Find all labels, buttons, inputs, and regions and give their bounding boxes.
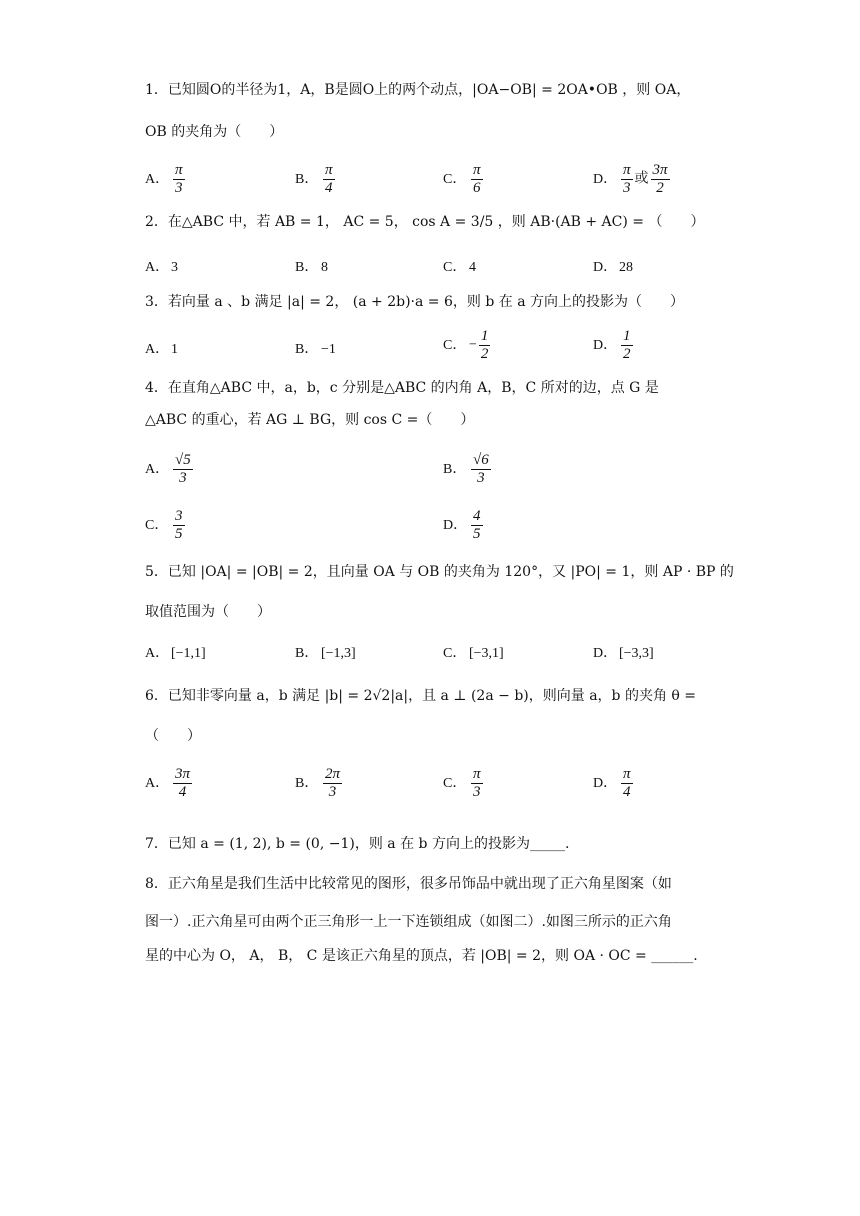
numerator: 2π <box>325 766 341 782</box>
option-label: A． <box>145 461 170 477</box>
denominator: 3 <box>328 784 337 800</box>
question-4-line-1: 4．在直角△ABC 中，a，b，c 分别是△ABC 的内角 A，B，C 所对的边，点 G 是 <box>145 380 659 396</box>
question-6-line-1: 6．已知非零向量 a，b 满足 |b| = 2√2|a|，且 a ⊥ (2a − b)，则向量 a，b 的夹角 θ = <box>145 688 697 704</box>
fraction <box>651 162 670 197</box>
q4-option-a[interactable] <box>145 452 195 487</box>
numerator: π <box>473 766 481 782</box>
numerator: π <box>325 162 333 178</box>
option-label: C． <box>443 646 467 661</box>
denominator: 2 <box>480 346 489 362</box>
option-text: [−3,1] <box>469 646 504 661</box>
option-label: A． <box>145 171 170 187</box>
question-6-line-2: （ ） <box>145 728 201 744</box>
q2-option-c[interactable] <box>443 256 476 276</box>
denominator: 3 <box>477 470 485 486</box>
option-label: D． <box>443 517 468 533</box>
denominator: 6 <box>473 180 481 196</box>
question-5-line-1: 5．已知 |OA| = |OB| = 2，且向量 OA 与 OB 的夹角为 120°，又 |PO| = 1，则 AP · BP 的 <box>145 564 734 580</box>
fraction <box>471 162 483 197</box>
denominator: 2 <box>623 346 631 362</box>
q3-option-b[interactable] <box>295 338 336 358</box>
option-text: −1 <box>321 342 336 357</box>
q1-option-a[interactable] <box>145 162 187 197</box>
question-2-line-1: 2．在△ABC 中，若 AB = 1， AC = 5， cos A = 3/5 ，则 AB·(AB + AC) = （ ） <box>145 214 705 230</box>
option-text: 4 <box>469 260 476 275</box>
numerator: π <box>175 162 183 178</box>
numerator: 1 <box>480 328 489 344</box>
q2-option-b[interactable] <box>295 256 328 276</box>
denominator: 4 <box>178 784 187 800</box>
fraction <box>621 328 633 363</box>
question-8-line-2: 图一）.正六角星可由两个正三角形一上一下连锁组成（如图二）.如图三所示的正六角 <box>145 914 672 930</box>
numerator: √5 <box>175 452 191 468</box>
option-label: D． <box>593 646 618 661</box>
option-label: D． <box>593 260 618 275</box>
q3-option-a[interactable] <box>145 338 178 358</box>
numerator: 3π <box>175 766 191 782</box>
denominator: 4 <box>623 784 631 800</box>
question-7-line-1: 7．已知 a = (1, 2), b = (0, −1)，则 a 在 b 方向上的投影为_____. <box>145 836 570 852</box>
numerator: √6 <box>473 452 489 468</box>
q3-option-c[interactable] <box>443 328 492 363</box>
q6-option-d[interactable] <box>593 766 635 801</box>
question-5-line-2: 取值范围为（ ） <box>145 604 271 620</box>
option-label: B． <box>295 646 319 661</box>
option-label: B． <box>295 775 319 791</box>
fraction <box>471 508 483 543</box>
q6-option-a[interactable] <box>145 766 194 801</box>
q3-option-d[interactable] <box>593 328 635 363</box>
option-label: D． <box>593 337 618 353</box>
option-label: A． <box>145 342 170 357</box>
option-label: B． <box>295 260 319 275</box>
denominator: 2 <box>656 180 664 196</box>
option-connector: 或 <box>634 171 649 187</box>
numerator: 3 <box>175 508 183 524</box>
q4-option-b[interactable] <box>443 452 493 487</box>
option-label: A． <box>145 260 170 275</box>
option-label: B． <box>295 171 319 187</box>
option-text: 28 <box>619 260 633 275</box>
minus-sign: − <box>469 337 477 353</box>
option-label: C． <box>145 517 169 533</box>
q5-option-c[interactable] <box>443 642 504 662</box>
option-label: C． <box>443 775 467 791</box>
q5-option-b[interactable] <box>295 642 356 662</box>
option-text: [−1,3] <box>321 646 356 661</box>
option-label: A． <box>145 775 170 791</box>
q1-option-d[interactable] <box>593 162 672 197</box>
option-label: A． <box>145 646 170 661</box>
fraction <box>479 328 491 363</box>
q4-option-c[interactable] <box>145 508 187 543</box>
option-text: 8 <box>321 260 328 275</box>
fraction <box>323 162 335 197</box>
q2-option-d[interactable] <box>593 256 633 276</box>
option-label: D． <box>593 171 618 187</box>
fraction <box>173 162 185 197</box>
denominator: 4 <box>325 180 333 196</box>
numerator: π <box>623 766 631 782</box>
denominator: 5 <box>175 526 183 542</box>
question-4-line-2: △ABC 的重心，若 AG ⊥ BG，则 cos C =（ ） <box>145 412 475 428</box>
option-label: D． <box>593 775 618 791</box>
q6-option-b[interactable] <box>295 766 344 801</box>
denominator: 3 <box>179 470 187 486</box>
denominator: 5 <box>473 526 481 542</box>
question-8-line-3: 星的中心为 O， A， B， C 是该正六角星的顶点，若 |OB| = 2，则 OA · OC = ______. <box>145 948 698 964</box>
fraction <box>173 452 193 487</box>
option-label: B． <box>295 342 319 357</box>
option-label: C． <box>443 337 467 353</box>
q1-option-c[interactable] <box>443 162 485 197</box>
fraction <box>471 766 483 801</box>
question-8-line-1: 8．正六角星是我们生活中比较常见的图形，很多吊饰品中就出现了正六角星图案（如 <box>145 876 672 892</box>
q5-option-a[interactable] <box>145 642 206 662</box>
q1-option-b[interactable] <box>295 162 337 197</box>
denominator: 3 <box>623 180 631 196</box>
option-text: 3 <box>171 260 178 275</box>
fraction <box>621 162 633 197</box>
question-1-line-1: 1．已知圆O的半径为1，A，B是圆O上的两个动点，|OA−OB| = 2OA•OB ，则 OA， <box>145 82 691 98</box>
option-label: C． <box>443 260 467 275</box>
option-text: [−1,1] <box>171 646 206 661</box>
denominator: 3 <box>473 784 481 800</box>
numerator: 3π <box>652 162 668 178</box>
question-1-line-2: OB 的夹角为（ ） <box>145 124 284 140</box>
denominator: 3 <box>175 180 183 196</box>
q4-option-d[interactable] <box>443 508 485 543</box>
fraction <box>471 452 491 487</box>
fraction <box>173 508 185 543</box>
option-label: C． <box>443 171 467 187</box>
option-text: 1 <box>171 342 178 357</box>
numerator: 1 <box>623 328 631 344</box>
question-3-line-1: 3．若向量 a 、b 满足 |a| = 2， (a + 2b)·a = 6，则 b 在 a 方向上的投影为（ ） <box>145 294 684 310</box>
option-text: [−3,3] <box>619 646 654 661</box>
numerator: π <box>623 162 631 178</box>
fraction <box>621 766 633 801</box>
fraction <box>173 766 192 801</box>
q6-option-c[interactable] <box>443 766 485 801</box>
q5-option-d[interactable] <box>593 642 654 662</box>
fraction <box>323 766 342 801</box>
numerator: π <box>473 162 481 178</box>
numerator: 4 <box>473 508 481 524</box>
option-label: B． <box>443 461 467 477</box>
q2-option-a[interactable] <box>145 256 178 276</box>
